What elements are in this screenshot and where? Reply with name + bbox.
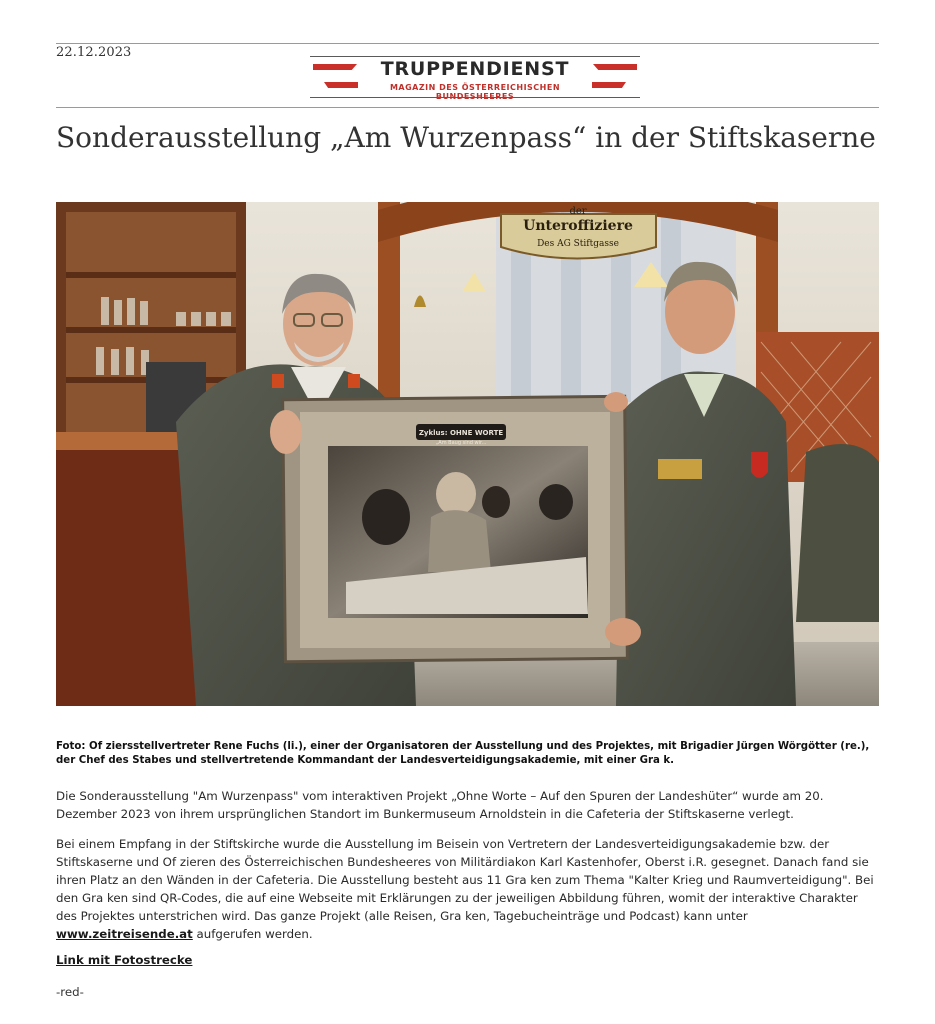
article-title: Sonderausstellung „Am Wurzenpass“ in der Stiftskaserne (56, 121, 876, 154)
photo-caption: Foto: Of ziersstellvertreter Rene Fuchs (li.), einer der Organisatoren der Ausstellung und des Projektes, mit Brigadier Jürgen Wörgötter (re.), der Chef des Stabes und stellvertretende Kommandant der Landesverteidigungsakademie, mit einer Gra k. (56, 741, 870, 766)
frame-plate-subtext: „Am Baug sind wir... (435, 440, 487, 446)
article-photo (56, 202, 879, 706)
logo-stripe-right-top (593, 64, 637, 70)
paragraph-2-text: Bei einem Empfang in der Stiftskirche wurde die Ausstellung im Beisein von Vertretern der Landesverteidigungsakademie bzw. der Stiftskaserne und Of zieren des Österreichischen Bundesheeres von Militärdiakon Karl Kastenhofer, Oberst i.R. gesegnet. Danach fand sie ihren Platz an den Wänden in der Cafeteria. Die Ausstellung besteht aus 11 Gra ken zum Thema "Kalter Krieg und Raumverteidigung". Bei den Gra ken sind QR-Codes, die auf eine Webseite mit Erklärungen zu der jeweiligen Abbildung führen, womit der interaktive Charakter des Projektes unterstrichen wird. Das ganze Projekt (alle Reisen, Gra ken, Tagebucheinträge und Podcast) kann unter (56, 837, 874, 923)
sign-line1: der (569, 206, 587, 217)
top-rule (56, 43, 879, 44)
photo-illustration (56, 202, 879, 706)
sign-line3: Des AG Stiftgasse (537, 239, 619, 249)
logo-bottom-line (310, 97, 640, 98)
header-bottom-rule (56, 107, 879, 108)
website-link[interactable]: www.zeitreisende.at (56, 927, 193, 941)
logo-stripe-left-top (313, 64, 357, 70)
logo-subtitle: MAGAZIN DES ÖSTERREICHISCHEN (389, 83, 561, 92)
logo-top-line (310, 56, 640, 57)
frame-plate-text: Zyklus: OHNE WORTE (418, 429, 504, 437)
logo-wordmark: TRUPPENDIENST (380, 58, 570, 80)
author-signoff: -red- (56, 985, 84, 999)
truppendienst-logo[interactable] (310, 56, 640, 98)
article-date: 22.12.2023 (56, 45, 132, 60)
paragraph-2-end: aufgerufen werden. (196, 927, 313, 941)
article-paragraph-1: Die Sonderausstellung "Am Wurzenpass" vom interaktiven Projekt „Ohne Worte – Auf den Spuren der Landeshüter“ wurde am 20. Dezember 2023 von ihrem ursprünglichen Standort im Bunkermuseum Arnoldstein in die Cafeteria der Stiftskaserne verlegt. (56, 789, 824, 821)
photo-gallery-link[interactable]: Link mit Fotostrecke (56, 953, 193, 967)
sign-line2: Unteroffiziere (523, 218, 633, 234)
article-paragraph-2 (56, 835, 879, 943)
